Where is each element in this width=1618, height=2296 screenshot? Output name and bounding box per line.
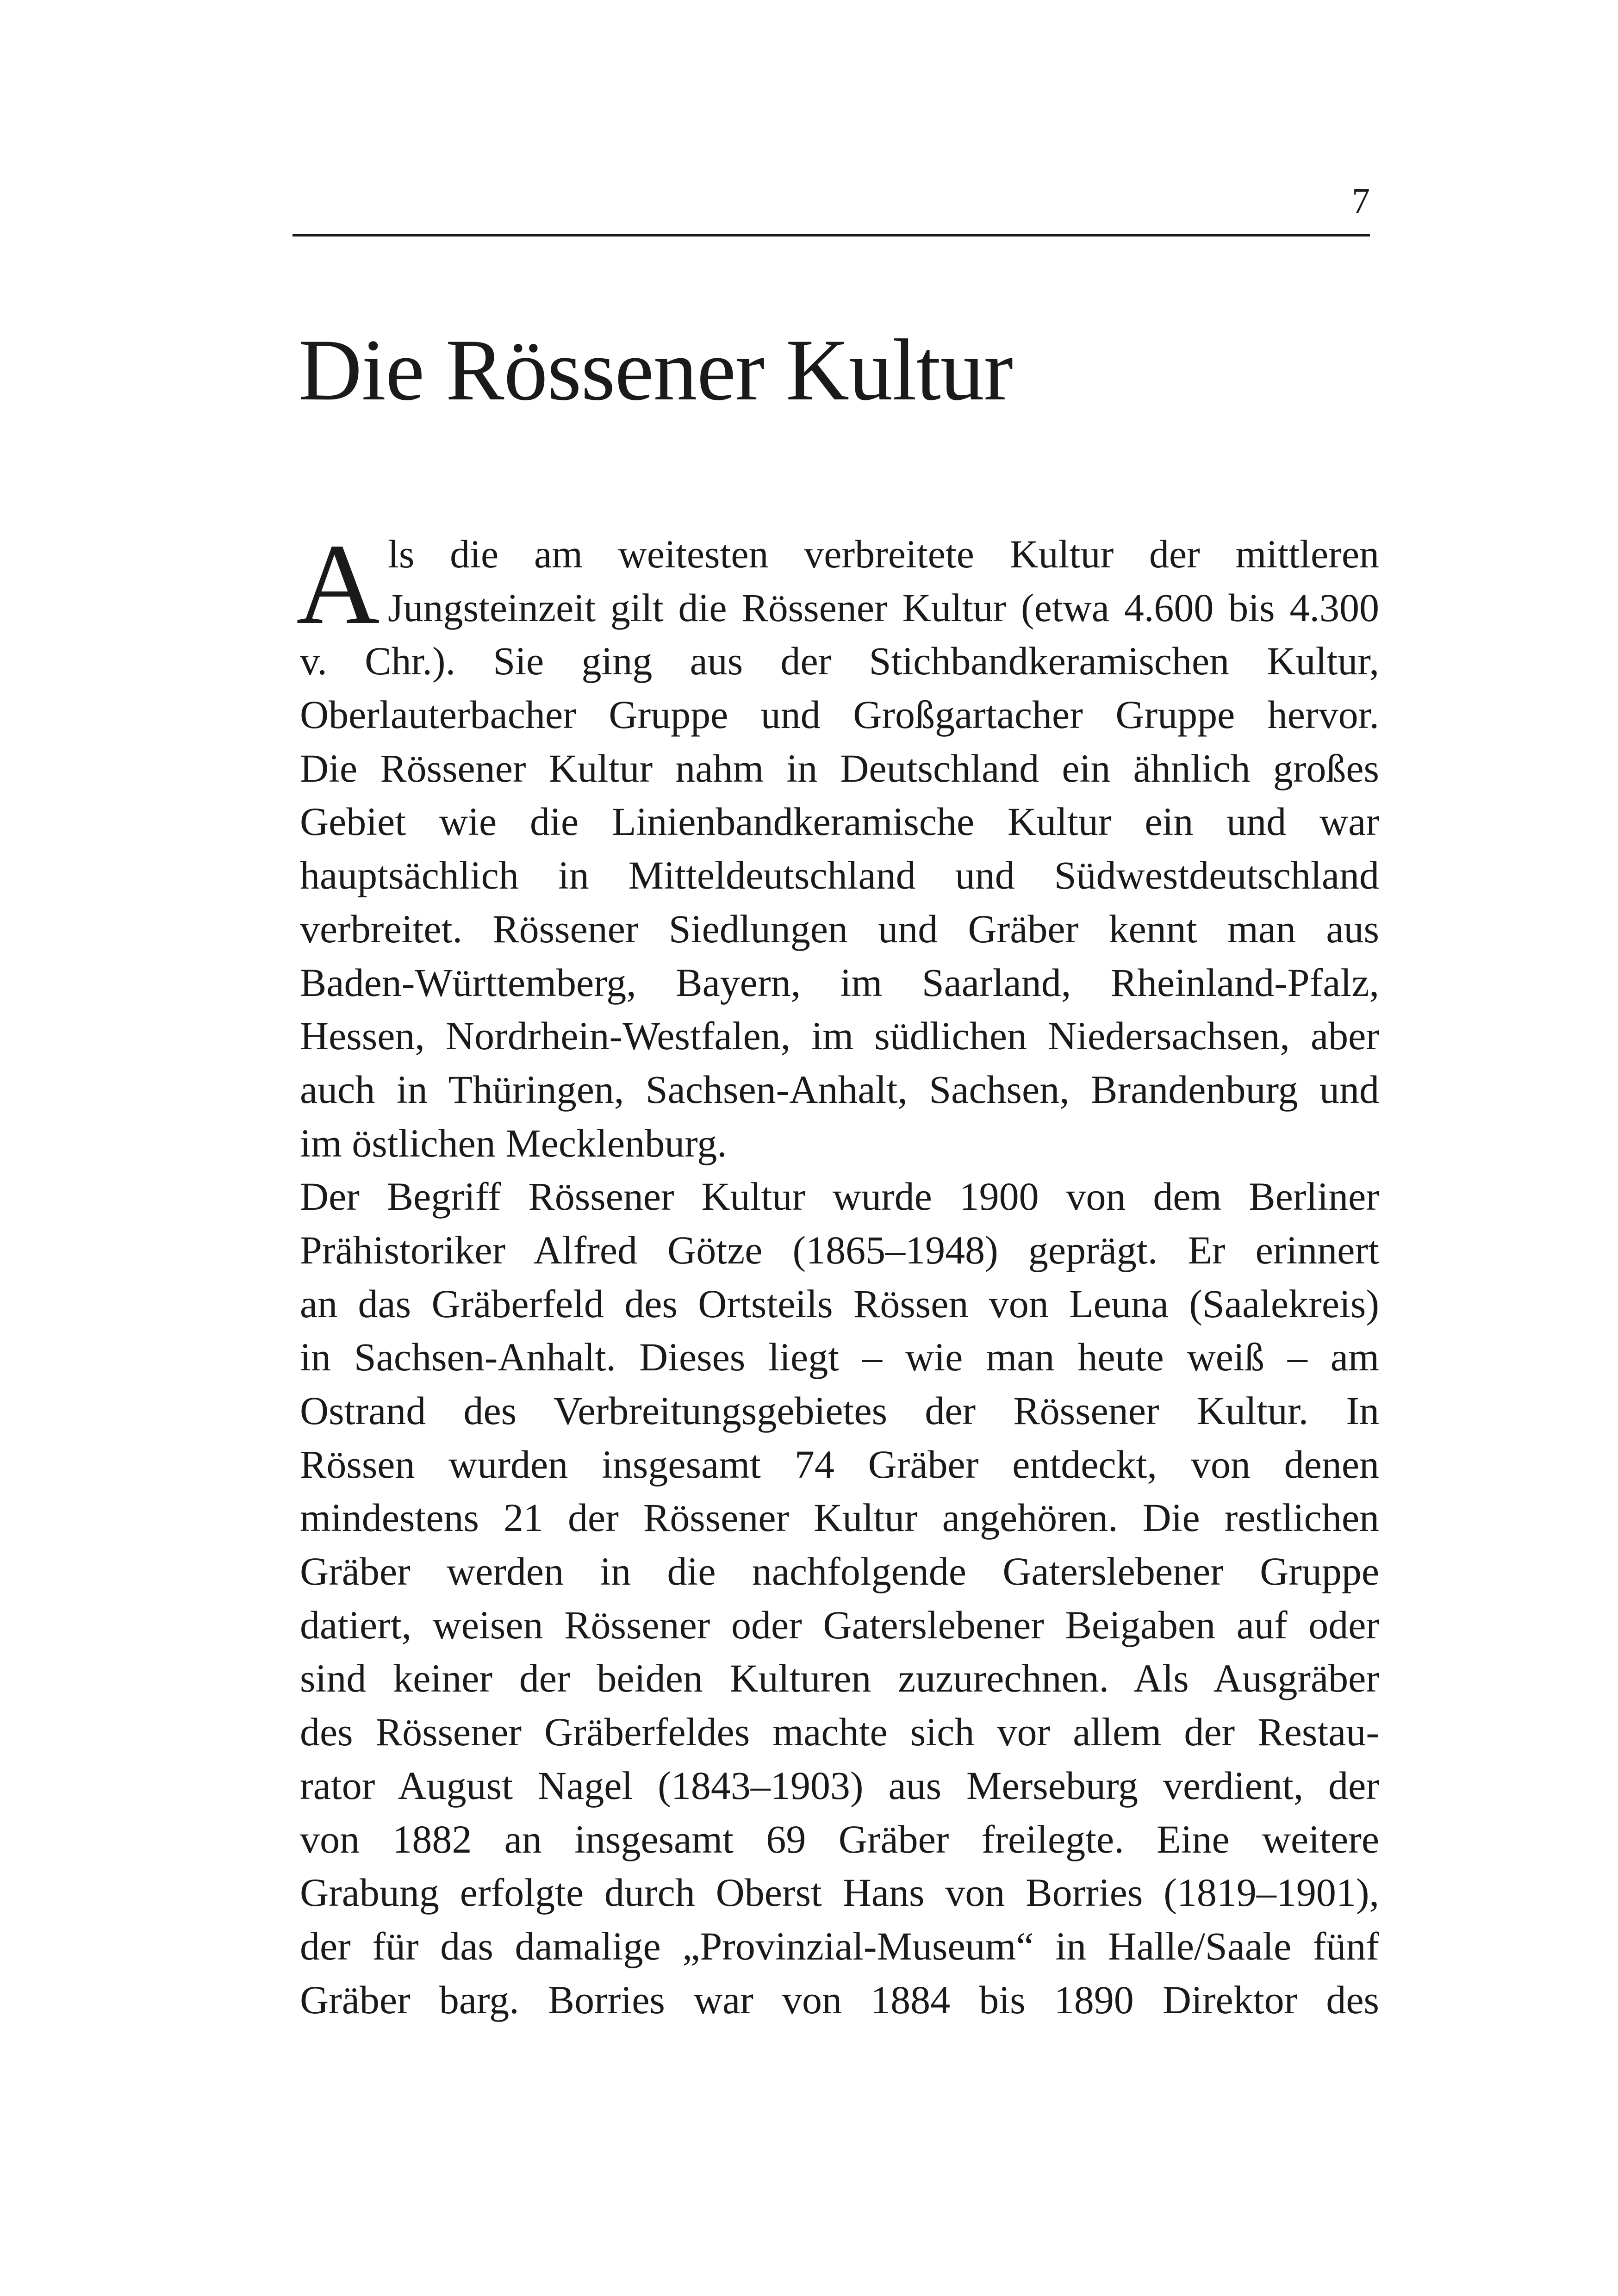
text-line: v. Chr.). Sie ging aus der Stichbandkeramischen Kultur,	[300, 639, 1379, 684]
text-line: Prähistoriker Alfred Götze (1865–1948) geprägt. Er erinnert	[300, 1227, 1379, 1272]
page-number: 7	[1352, 180, 1370, 221]
text-line: auch in Thüringen, Sachsen-Anhalt, Sachsen, Brandenburg und	[300, 1067, 1379, 1112]
text-line: ls die am weitesten verbreitete Kultur der mittleren	[388, 532, 1379, 576]
chapter-title: Die Rössener Kultur	[299, 322, 1013, 419]
text-line: an das Gräberfeld des Ortsteils Rössen von Leuna (Saalekreis)	[300, 1281, 1379, 1326]
text-line: rator August Nagel (1843–1903) aus Merseburg verdient, der	[300, 1763, 1379, 1808]
text-line: der für das damalige „Provinzial-Museum“ in Halle/Saale fünf	[300, 1923, 1379, 1968]
body-text	[296, 520, 1379, 2027]
text-line: mindestens 21 der Rössener Kultur angehören. Die restlichen	[300, 1495, 1379, 1540]
text-line: Grabung erfolgte durch Oberst Hans von Borries (1819–1901),	[300, 1870, 1379, 1915]
text-line: Hessen, Nordrhein-Westfalen, im südlichen Niedersachsen, aber	[300, 1014, 1379, 1058]
header-rule	[292, 234, 1370, 236]
text-line: Der Begriff Rössener Kultur wurde 1900 von dem Berliner	[300, 1174, 1379, 1219]
text-line: Baden-Württemberg, Bayern, im Saarland, Rheinland-Pfalz,	[300, 960, 1379, 1005]
text-line: Jungsteinzeit gilt die Rössener Kultur (etwa 4.600 bis 4.300	[388, 585, 1379, 630]
text-line: Die Rössener Kultur nahm in Deutschland ein ähnlich großes	[300, 746, 1379, 790]
text-line: im östlichen Mecklenburg.	[300, 1120, 727, 1165]
text-line: Gebiet wie die Linienbandkeramische Kultur ein und war	[300, 799, 1379, 844]
text-line: Gräber barg. Borries war von 1884 bis 1890 Direktor des	[300, 1977, 1379, 2022]
text-line: Oberlauterbacher Gruppe und Großgartacher Gruppe hervor.	[300, 692, 1379, 737]
text-line: hauptsächlich in Mitteldeutschland und Südwestdeutschland	[300, 853, 1379, 898]
text-line: von 1882 an insgesamt 69 Gräber freilegte. Eine weitere	[300, 1817, 1379, 1861]
text-line: verbreitet. Rössener Siedlungen und Gräber kennt man aus	[300, 906, 1379, 951]
text-line: datiert, weisen Rössener oder Gaterslebener Beigaben auf oder	[300, 1602, 1379, 1647]
text-line: Gräber werden in die nachfolgende Gaterslebener Gruppe	[300, 1549, 1379, 1594]
drop-cap: A	[296, 520, 380, 648]
text-line: Ostrand des Verbreitungsgebietes der Rössener Kultur. In	[300, 1388, 1379, 1433]
text-line: sind keiner der beiden Kulturen zuzurechnen. Als Ausgräber	[300, 1656, 1379, 1701]
text-line: Rössen wurden insgesamt 74 Gräber entdeckt, von denen	[300, 1442, 1379, 1487]
text-line: in Sachsen-Anhalt. Dieses liegt – wie man heute weiß – am	[300, 1335, 1379, 1380]
text-line: des Rössener Gräberfeldes machte sich vor allem der Restau-	[300, 1710, 1379, 1755]
